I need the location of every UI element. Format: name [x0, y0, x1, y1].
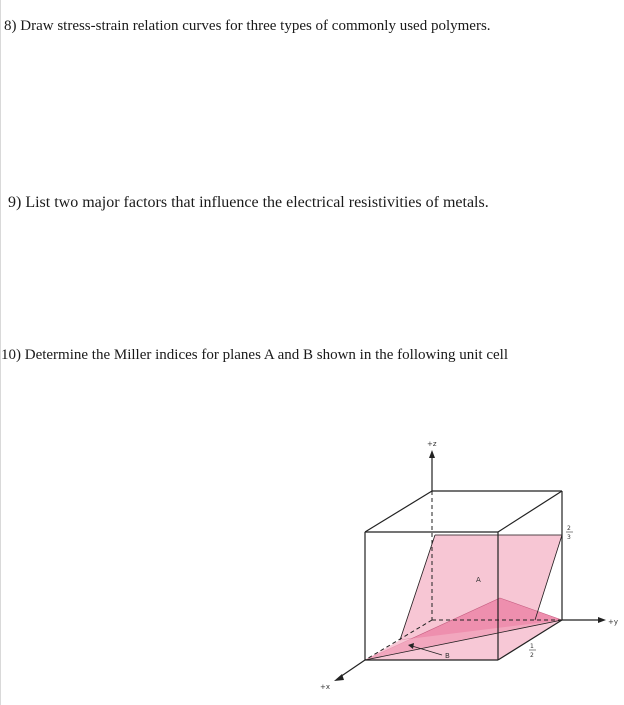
question-8: 8) Draw stress-strain relation curves for three types of commonly used polymers. — [4, 18, 491, 34]
fraction-two-thirds — [566, 525, 573, 541]
y-axis-label: +y — [608, 618, 619, 626]
svg-text:1: 1 — [530, 643, 534, 650]
plane-b-label: B — [445, 652, 450, 660]
fraction-one-half — [529, 643, 536, 659]
x-axis — [320, 660, 365, 691]
question-9: 9) List two major factors that influence the electrical resistivities of metals. — [8, 194, 489, 211]
z-axis — [427, 440, 437, 491]
z-axis-label: +z — [427, 440, 437, 448]
svg-text:2: 2 — [530, 652, 534, 659]
x-axis-label: +x — [320, 683, 331, 691]
svg-text:2: 2 — [567, 525, 571, 532]
svg-text:3: 3 — [567, 534, 571, 541]
question-10: 10) Determine the Miller indices for planes A and B shown in the following unit cell — [1, 347, 508, 363]
plane-a-label: A — [476, 576, 481, 584]
y-axis — [562, 617, 618, 626]
unit-cell-figure — [300, 430, 624, 705]
